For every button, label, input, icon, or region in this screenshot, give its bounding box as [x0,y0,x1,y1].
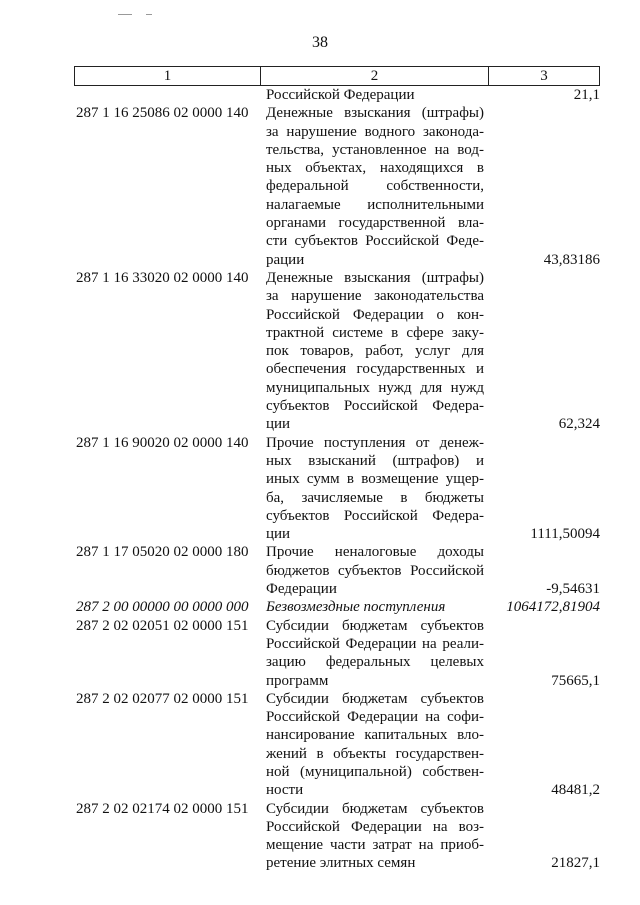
header-col-2: 2 [261,67,489,85]
description-line: органами государственной вла- [266,215,484,232]
description-line: иных сумм в возмещение ущер- [266,471,484,488]
table-row [76,800,600,873]
description-line: Прочие неналоговые доходы [266,544,484,561]
description-line: ности [266,782,304,799]
row-code: 287 2 02 02077 02 0000 151 [76,690,249,707]
description-line: ных взысканий (штрафов) и [266,452,484,469]
table-row [76,598,600,616]
description-line: Денежные взыскания (штрафы) [266,105,484,122]
description-line: Российской Федерации о кон- [266,306,484,323]
description-line: жений в объекты государствен- [266,745,484,762]
description-line: Российской Федерации на воз- [266,818,484,835]
description-line: за нарушение законодательства [266,288,484,305]
scan-speck [118,14,132,15]
table-row [76,104,600,269]
row-description [262,690,484,800]
description-line: субъектов Российской Федера- [266,398,484,415]
description-line: трактной системе в сфере заку- [266,324,484,341]
table-row [76,543,600,598]
description-line: ной (муниципальной) собствен- [266,763,484,780]
description-line: Российской Федерации на реали- [266,635,484,652]
description-line: нансирование капитальных вло- [266,727,484,744]
description-line: сти субъектов Российской Феде- [266,233,484,250]
description-line: Субсидии бюджетам субъектов [266,800,484,817]
table-row [76,617,600,690]
table-header [74,66,600,86]
row-amount: 48481,2 [551,782,600,799]
row-amount: -9,54631 [546,581,600,598]
description-line: обеспечения государственных и [266,361,484,378]
row-amount: 62,324 [558,416,600,433]
description-line: налагаемые исполнительными [266,196,484,213]
row-description [262,617,484,690]
header-col-3: 3 [540,68,548,84]
row-description [262,598,484,616]
description-line: бюджетов субъектов Российской [266,562,484,579]
scan-speck [146,14,152,15]
description-line: программ [266,672,329,689]
row-description [262,543,484,598]
row-amount: 75665,1 [551,672,600,689]
row-description [262,269,484,434]
row-code: 287 2 02 02051 02 0000 151 [76,617,249,634]
description-line: ции [266,526,291,543]
row-code: 287 1 16 90020 02 0000 140 [76,434,249,451]
description-line: рации [266,251,305,268]
table-row [76,269,600,434]
description-line: тельства, установленное на вод- [266,141,484,158]
row-code: 287 1 16 25086 02 0000 140 [76,105,249,122]
page-number: 38 [312,34,328,51]
header-col-1: 1 [75,67,261,85]
row-description [262,800,484,873]
row-amount: 1111,50094 [530,526,600,543]
description-line: мещение части затрат на приоб- [266,837,484,854]
description-line: федеральной собственности, [266,178,484,195]
description-line: Денежные взыскания (штрафы) [266,269,484,286]
description-line: Российской Федерации на софи- [266,709,484,726]
table-row [76,434,600,544]
description-line: Федерации [266,581,337,598]
description-line: Безвозмездные поступления [266,599,446,616]
description-line: за нарушение водного законода- [266,123,484,140]
description-line: Субсидии бюджетам субъектов [266,690,484,707]
row-code: 287 1 17 05020 02 0000 180 [76,544,249,561]
description-line: муниципальных нужд для нужд [266,379,484,396]
description-line: ции [266,416,291,433]
row-description [262,434,484,544]
description-line: Российской Федерации [266,87,415,103]
row-amount: 43,83186 [543,251,600,268]
table-row [76,86,600,104]
row-code: 287 1 16 33020 02 0000 140 [76,269,249,286]
table-row [76,690,600,800]
row-amount: 1064172,81904 [506,599,600,616]
table-body [76,86,600,873]
description-line: Субсидии бюджетам субъектов [266,617,484,634]
description-line: Прочие поступления от денеж- [266,434,484,451]
description-line: пок товаров, работ, услуг для [266,343,484,360]
description-line: ных объектах, находящихся в [266,160,484,177]
row-code: 287 2 00 00000 00 0000 000 [76,599,249,616]
description-line: зацию федеральных целевых [266,654,484,671]
row-description [262,86,484,104]
row-description [262,104,484,269]
description-line: субъектов Российской Федера- [266,507,484,524]
row-amount: 21,1 [573,87,600,103]
row-amount: 21827,1 [551,855,600,872]
row-code: 287 2 02 02174 02 0000 151 [76,800,249,817]
row-code [76,86,262,104]
description-line: ба, зачисляемые в бюджеты [266,489,484,506]
description-line: ретение элитных семян [266,855,416,872]
